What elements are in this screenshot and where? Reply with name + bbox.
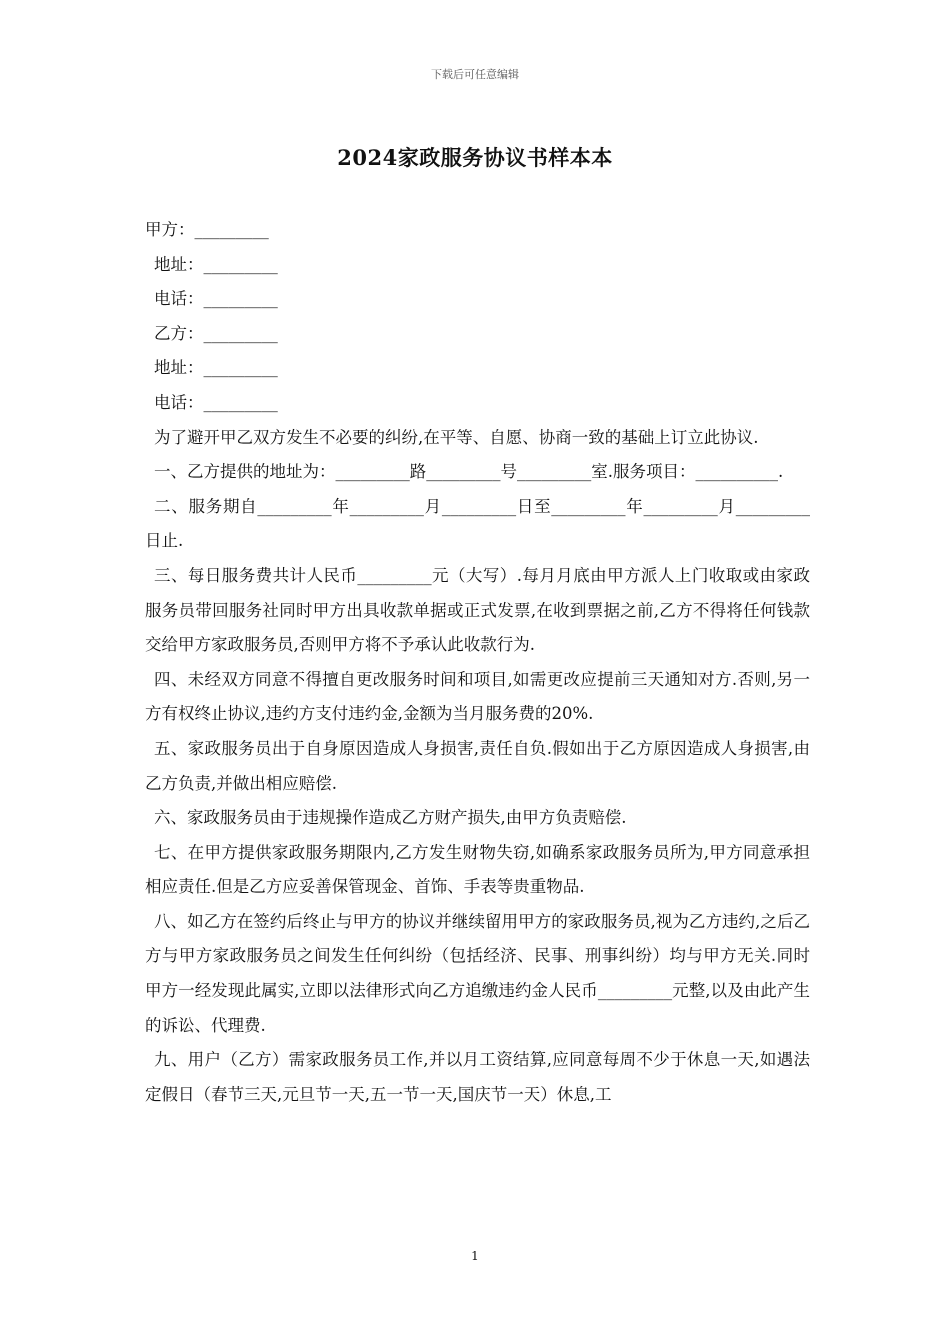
party-b-address-field: 地址：_________ [154, 358, 278, 378]
clause-4: 四、未经双方同意不得擅自更改服务时间和项目,如需更改应提前三天通知对方.否则,另一方有权终止协议,违约方支付违约金,金额为当月服务费的20%. [145, 669, 810, 724]
clause-3: 三、每日服务费共计人民币_________元（大写）.每月月底由甲方派人上门收取或由家政服务员带回服务社同时甲方出具收款单据或正式发票,在收到票据之前,乙方不得将任何钱款交给甲方家政服务员,否则甲方将不予承认此收款行为. [145, 565, 810, 655]
clause-5: 五、家政服务员出于自身原因造成人身损害,责任自负.假如出于乙方原因造成人身损害,由乙方负责,并做出相应赔偿. [145, 738, 810, 793]
clause-8: 八、如乙方在签约后终止与甲方的协议并继续留用甲方的家政服务员,视为乙方违约,之后乙方与甲方家政服务员之间发生任何纠纷（包括经济、民事、刑事纠纷）均与甲方无关.同时甲方一经发现此属实,立即以法律形式向乙方追缴违约金人民币_________元整,以及由此产生的诉讼、代理费. [145, 911, 810, 1035]
party-b-phone-field: 电话：_________ [154, 392, 278, 412]
clause-1: 一、乙方提供的地址为：_________路_________号_________室.服务项目：__________. [154, 462, 784, 482]
clause-6: 六、家政服务员由于违规操作造成乙方财产损失,由甲方负责赔偿. [154, 808, 627, 828]
clause-2: 二、服务期自_________年_________月_________日至_________年_________月_________日止. [145, 496, 810, 551]
party-a-field: 甲方：_________ [145, 220, 269, 239]
document-title: 2024家政服务协议书样本本 [337, 145, 613, 170]
document-body [145, 213, 810, 1112]
party-b-field: 乙方：_________ [154, 323, 278, 343]
party-a-phone-field: 电话：_________ [154, 289, 278, 309]
page-number: 1 [471, 1249, 479, 1263]
preamble-paragraph: 为了避开甲乙双方发生不必要的纠纷,在平等、自愿、协商一致的基础上订立此协议. [154, 427, 759, 447]
clause-7: 七、在甲方提供家政服务期限内,乙方发生财物失窃,如确系家政服务员所为,甲方同意承担相应责任.但是乙方应妥善保管现金、首饰、手表等贵重物品. [145, 842, 810, 897]
clause-9: 九、用户（乙方）需家政服务员工作,并以月工资结算,应同意每周不少于休息一天,如遇法定假日（春节三天,元旦节一天,五一节一天,国庆节一天）休息,工 [145, 1050, 810, 1104]
party-a-address-field: 地址：_________ [154, 254, 278, 274]
header-note: 下载后可任意编辑 [431, 68, 519, 81]
